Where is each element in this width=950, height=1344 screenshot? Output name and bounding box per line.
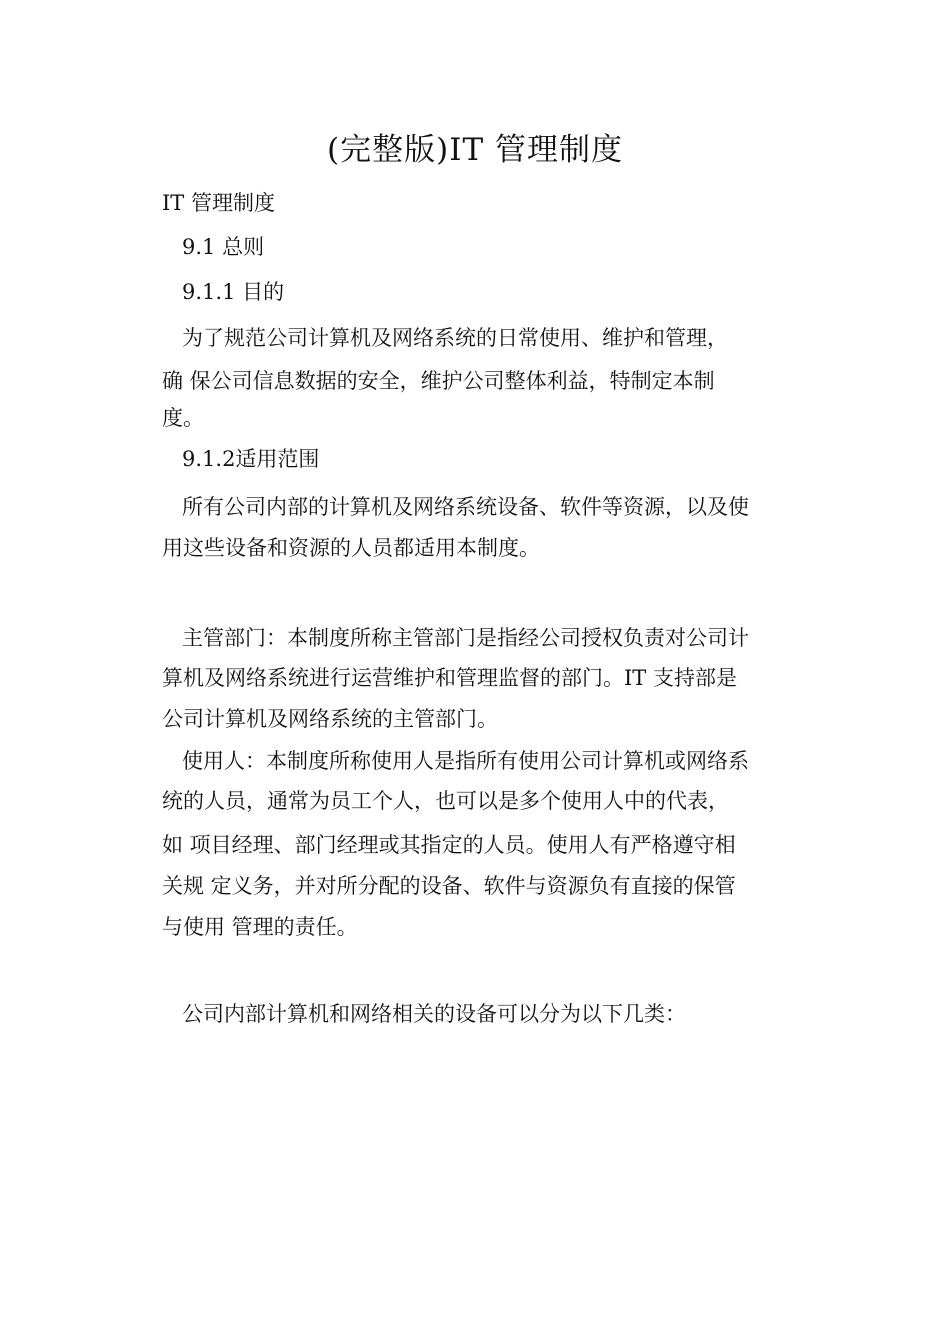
paragraph-user-line-1: 使用人：本制度所称使用人是指所有使用公司计算机或网络系	[182, 749, 749, 773]
paragraph-user-line-5: 与使用 管理的责任。	[162, 915, 358, 939]
section-heading-9-1-2: 9.1.2适用范围	[182, 447, 320, 471]
paragraph-user-line-2: 统的人员，通常为员工个人，也可以是多个使用人中的代表，	[162, 789, 729, 813]
paragraph-purpose-line-1: 为了规范公司计算机及网络系统的日常使用、维护和管理，	[182, 326, 728, 350]
paragraph-scope-line-1: 所有公司内部的计算机及网络系统设备、软件等资源，以及使	[182, 495, 749, 519]
paragraph-purpose-line-2: 确 保公司信息数据的安全，维护公司整体利益，特制定本制	[162, 369, 715, 393]
section-heading-9-1-1: 9.1.1 目的	[182, 280, 285, 304]
paragraph-devices-intro: 公司内部计算机和网络相关的设备可以分为以下几类：	[182, 1002, 686, 1026]
paragraph-department-line-2: 算机及网络系统进行运营维护和管理监督的部门。IT 支持部是	[162, 666, 737, 690]
paragraph-purpose-line-3: 度。	[162, 406, 204, 430]
paragraph-user-line-4: 关规 定义务，并对所分配的设备、软件与资源负有直接的保管	[162, 874, 736, 898]
paragraph-scope-line-2: 用这些设备和资源的人员都适用本制度。	[162, 536, 540, 560]
paragraph-department-line-1: 主管部门：本制度所称主管部门是指经公司授权负责对公司计	[182, 626, 749, 650]
paragraph-user-line-3: 如 项目经理、部门经理或其指定的人员。使用人有严格遵守相	[162, 833, 736, 857]
section-heading-it-policy: IT 管理制度	[162, 191, 275, 215]
paragraph-department-line-3: 公司计算机及网络系统的主管部门。	[162, 707, 498, 731]
document-title: (完整版)IT 管理制度	[327, 132, 623, 168]
section-heading-9-1: 9.1 总则	[182, 235, 265, 259]
